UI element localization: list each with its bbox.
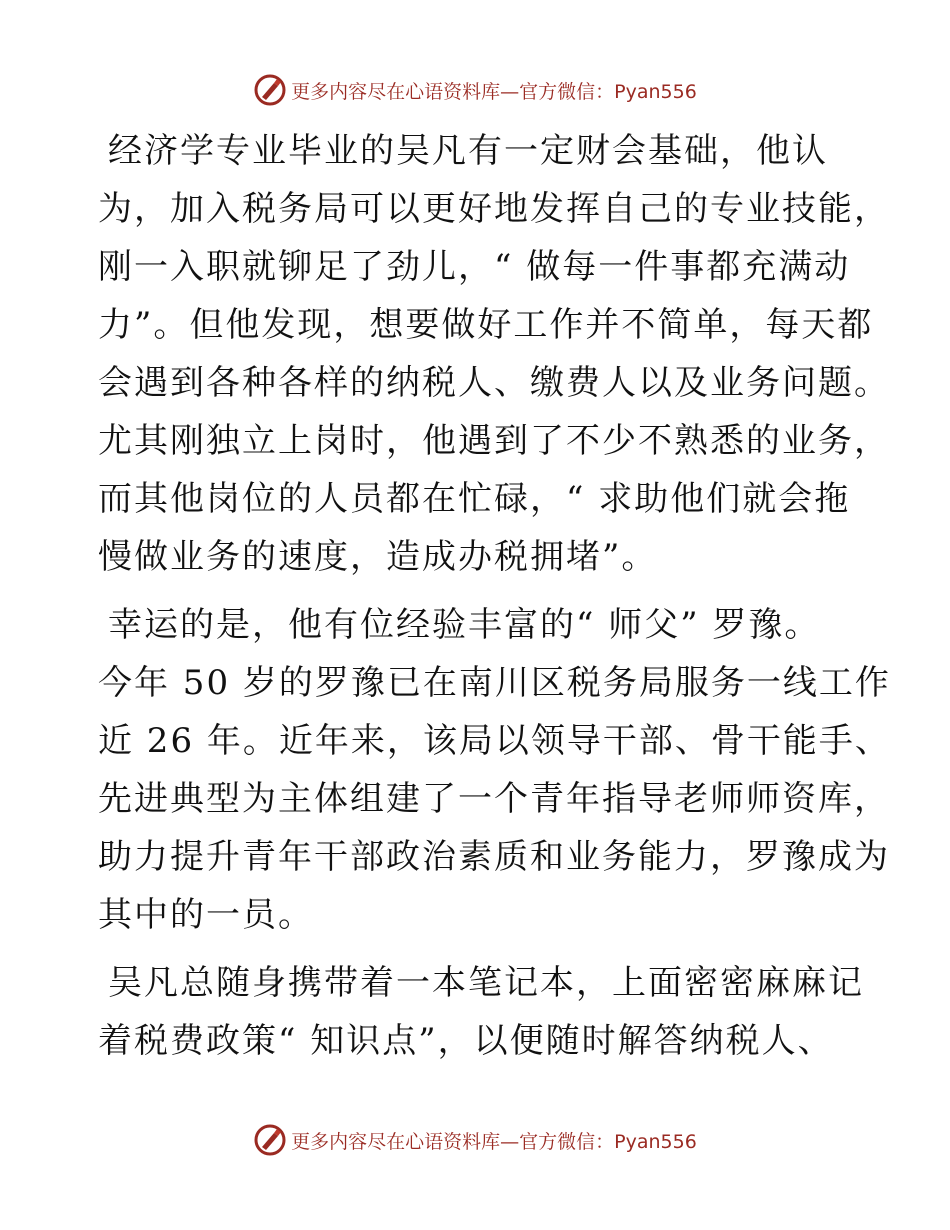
text-line: 会遇到各种各样的纳税人、缴费人以及业务问题。: [98, 363, 890, 403]
footer-watermark: [0, 1120, 950, 1160]
paragraph: [98, 122, 890, 586]
watermark-text: 更多内容尽在心语资料库—官方微信：Pyan556: [291, 80, 697, 103]
text-line: 助力提升青年干部政治素质和业务能力，罗豫成为: [98, 837, 890, 877]
text-line: 为，加入税务局可以更好地发挥自己的专业技能，: [98, 189, 890, 229]
article-body: [98, 122, 891, 1080]
text-line: 刚一入职就铆足了劲儿，“ 做每一件事都充满动: [98, 247, 851, 287]
text-line: 而其他岗位的人员都在忙碌，“ 求助他们就会拖: [98, 479, 851, 519]
pen-logo-icon: [253, 1123, 287, 1157]
text-line: 幸运的是，他有位经验丰富的“ 师父” 罗豫。: [108, 605, 821, 645]
text-line: 慢做业务的速度，造成办税拥堵”。: [98, 537, 658, 577]
text-line: 近 26 年。近年来，该局以领导干部、骨干能手、: [98, 721, 891, 761]
text-line: 尤其刚独立上岗时，他遇到了不少不熟悉的业务，: [98, 421, 890, 461]
header-watermark: [0, 70, 950, 110]
text-line: 今年 50 岁的罗豫已在南川区税务局服务一线工作: [98, 663, 891, 703]
text-line: 先进典型为主体组建了一个青年指导老师师资库，: [98, 779, 890, 819]
paragraph: [98, 954, 864, 1070]
paragraph: [98, 596, 891, 944]
text-line: 其中的一员。: [98, 895, 314, 935]
text-line: 着税费政策“ 知识点”，以便随时解答纳税人、: [98, 1021, 834, 1061]
text-line: 经济学专业毕业的吴凡有一定财会基础，他认: [108, 131, 828, 171]
text-line: 力”。但他发现，想要做好工作并不简单，每天都: [98, 305, 874, 345]
watermark-text: 更多内容尽在心语资料库—官方微信：Pyan556: [291, 1130, 697, 1153]
text-line: 吴凡总随身携带着一本笔记本，上面密密麻麻记: [108, 963, 864, 1003]
pen-logo-icon: [253, 73, 287, 107]
